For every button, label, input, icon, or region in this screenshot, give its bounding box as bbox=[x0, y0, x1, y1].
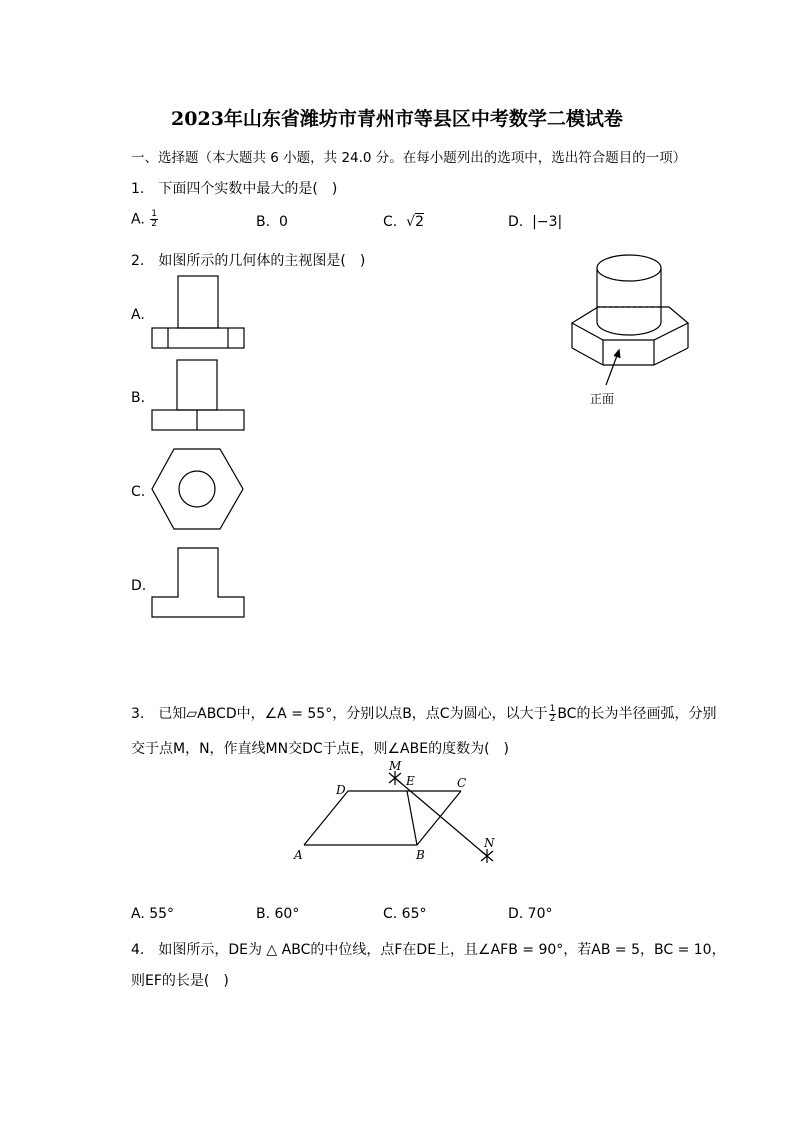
point-a-label: A bbox=[294, 848, 303, 862]
q1-option-b-letter: B. bbox=[256, 214, 271, 230]
q3-fraction-den: 2 bbox=[549, 713, 556, 724]
sqrt-sign: √ bbox=[406, 214, 416, 230]
q2-solid-figure bbox=[566, 250, 696, 415]
q1-option-d bbox=[508, 214, 562, 230]
q2-option-b-label: B. bbox=[131, 390, 146, 406]
q1-option-a-letter: A. bbox=[131, 211, 145, 228]
q1-option-c-value: 2 bbox=[415, 214, 424, 230]
q1-option-a-fraction bbox=[150, 210, 158, 229]
q2-option-c-label: C. bbox=[131, 484, 146, 500]
q1-option-a-den: 2 bbox=[151, 219, 157, 229]
section-heading: 一、选择题（本大题共 6 小题，共 24.0 分。在每小题列出的选项中，选出符合题目的一项） bbox=[131, 150, 687, 166]
q3-line-1-part-a: 3. 已知▱ABCD中，∠A = 55°，分别以点B，点C为圆心，以大于 bbox=[131, 706, 548, 722]
point-m-label: M bbox=[389, 759, 402, 773]
q3-option-c: C. 65° bbox=[383, 906, 427, 922]
q1-option-c bbox=[383, 214, 424, 230]
q1-option-d-letter: D. bbox=[508, 214, 524, 230]
question-3-line-1 bbox=[131, 703, 716, 724]
q1-option-b bbox=[256, 214, 288, 230]
q1-option-c-letter: C. bbox=[383, 214, 398, 230]
q1-option-a-num: 1 bbox=[151, 209, 157, 219]
q2-option-d-figure bbox=[150, 546, 246, 620]
q2-option-a-label: A. bbox=[131, 307, 145, 323]
point-c-label: C bbox=[457, 776, 467, 790]
q3-fraction-num: 1 bbox=[549, 703, 556, 714]
q3-option-a: A. 55° bbox=[131, 906, 175, 922]
q2-option-b-figure bbox=[150, 359, 246, 433]
q3-option-b: B. 60° bbox=[256, 906, 300, 922]
q1-option-d-value: |−3| bbox=[532, 214, 563, 230]
question-4-line-2: 则EF的长是( ) bbox=[131, 973, 229, 989]
question-1-stem: 1. 下面四个实数中最大的是( ) bbox=[131, 181, 338, 197]
question-2-stem: 2. 如图所示的几何体的主视图是( ) bbox=[131, 253, 366, 269]
page-title: 2023年山东省潍坊市青州市等县区中考数学二模试卷 bbox=[171, 108, 623, 130]
point-d-label: D bbox=[336, 783, 346, 797]
point-b-label: B bbox=[416, 848, 425, 862]
q3-option-d: D. 70° bbox=[508, 906, 553, 922]
q3-line-1-part-b: BC的长为半径画弧，分别 bbox=[557, 706, 717, 722]
question-3-line-2: 交于点M，N，作直线MN交DC于点E，则∠ABE的度数为( ) bbox=[131, 741, 510, 757]
q3-fraction bbox=[549, 705, 557, 724]
question-4-line-1: 4. 如图所示，DE为 △ ABC的中位线，点F在DE上，且∠AFB = 90°，若AB = 5，BC = 10， bbox=[131, 942, 726, 958]
q2-option-d-label: D. bbox=[131, 578, 147, 594]
point-n-label: N bbox=[484, 836, 495, 850]
q2-option-a-figure bbox=[150, 275, 246, 350]
q1-option-b-value: 0 bbox=[278, 214, 288, 230]
q2-option-c-figure bbox=[150, 447, 246, 531]
point-e-label: E bbox=[406, 774, 415, 788]
front-label: 正面 bbox=[590, 392, 615, 406]
q3-parallelogram-figure bbox=[290, 758, 505, 866]
q1-option-a bbox=[131, 210, 159, 229]
